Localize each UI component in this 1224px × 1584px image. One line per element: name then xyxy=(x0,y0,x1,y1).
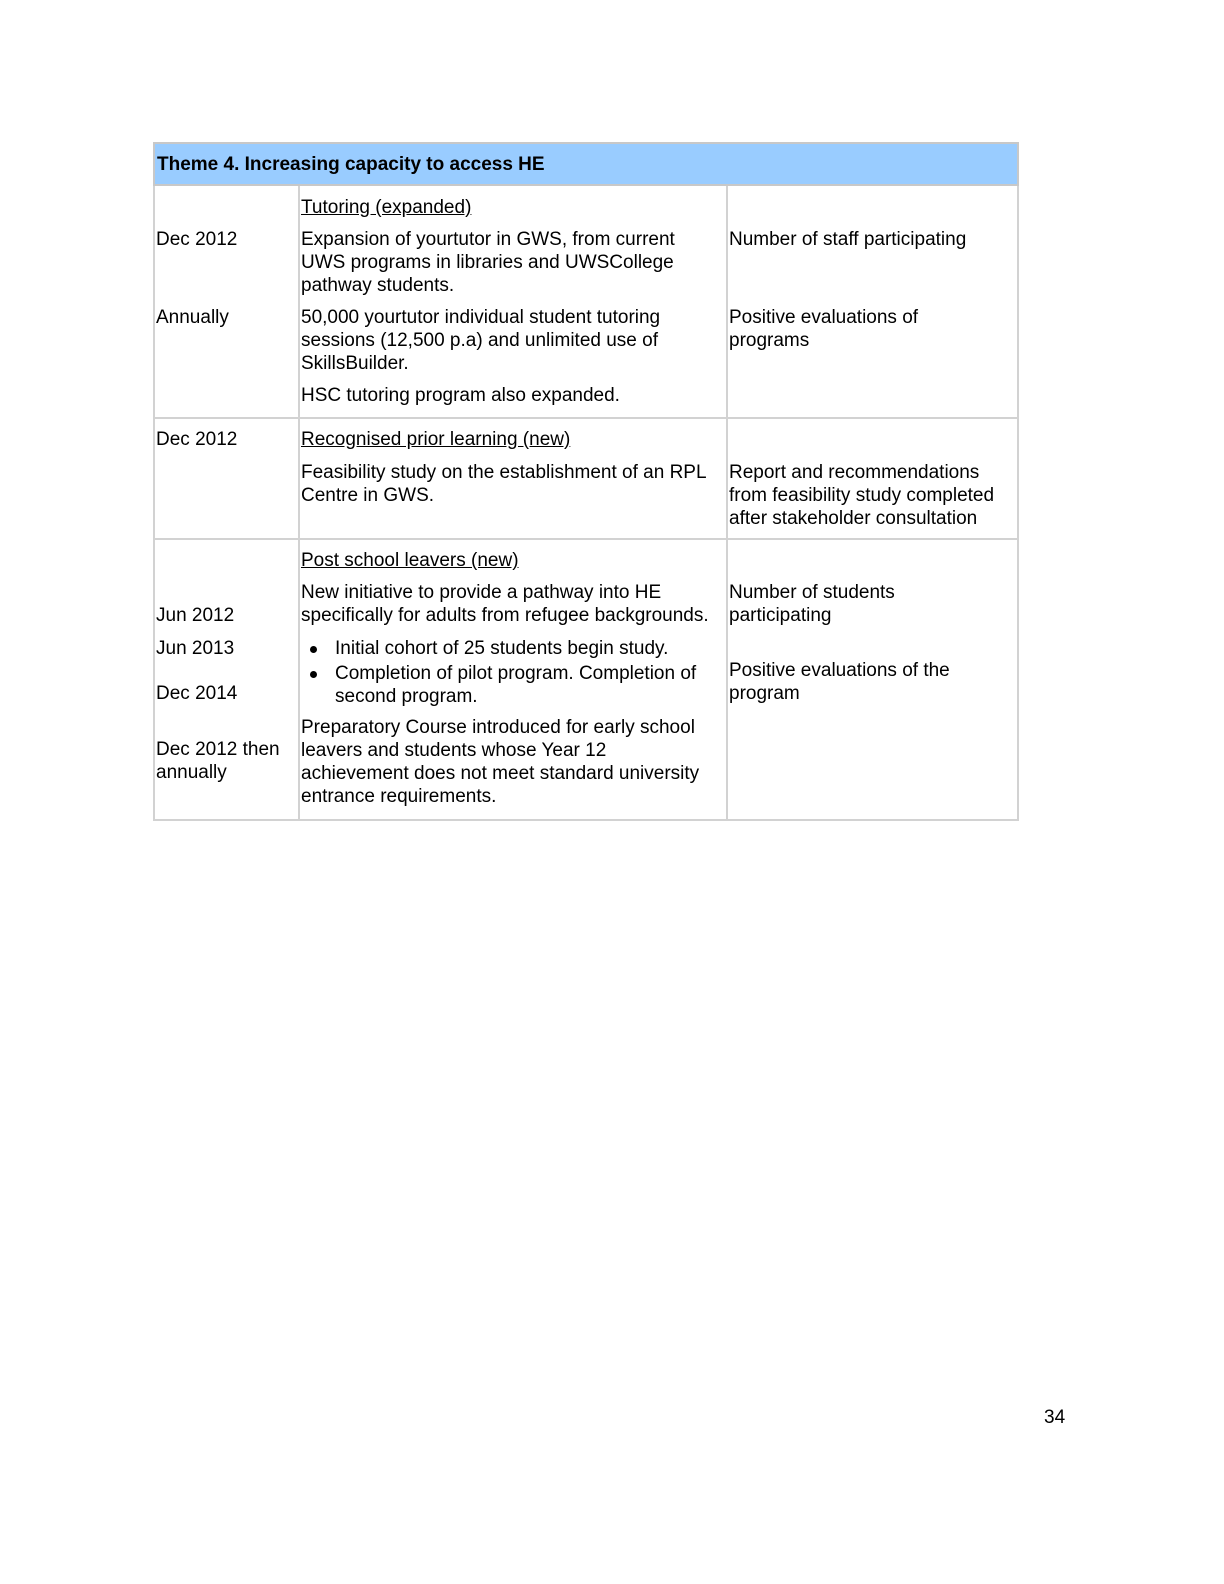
post-school-indicators xyxy=(727,539,1018,820)
tutoring-activities xyxy=(299,185,727,418)
date-label: Annually xyxy=(156,307,229,328)
activity-text: Expansion of yourtutor in GWS, from current UWS programs in libraries and UWSCollege pathway students. xyxy=(301,229,675,296)
rpl-indicator xyxy=(727,418,1018,539)
indicator-text: Positive evaluations of the program xyxy=(729,660,950,704)
post-school-row xyxy=(154,539,1018,820)
indicator-text: Report and recommendations from feasibility study completed after stakeholder consultation xyxy=(729,462,995,529)
bullet-item: Completion of pilot program. Completion of second program. xyxy=(300,662,696,708)
tutoring-indicators xyxy=(727,185,1018,418)
section-heading: Tutoring (expanded) xyxy=(301,197,472,218)
theme-title: Theme 4. Increasing capacity to access HE xyxy=(154,143,1018,185)
post-school-dates xyxy=(154,539,299,820)
rpl-date xyxy=(154,418,299,539)
theme-header-row xyxy=(154,143,1018,185)
date-label: Dec 2014 xyxy=(156,683,238,704)
activity-text: HSC tutoring program also expanded. xyxy=(301,385,620,406)
activity-text: New initiative to provide a pathway into HE specifically for adults from refugee backgrounds. xyxy=(301,582,709,626)
activity-text: 50,000 yourtutor individual student tutoring sessions (12,500 p.a) and unlimited use of SkillsBuilder. xyxy=(301,307,661,374)
activity-text: Preparatory Course introduced for early school leavers and students whose Year 12 achievement does not meet standard university entrance requirements. xyxy=(301,717,700,807)
activity-text: Feasibility study on the establishment of an RPL Centre in GWS. xyxy=(301,462,707,506)
date-label: Jun 2013 xyxy=(156,638,235,659)
bullet-list xyxy=(300,637,696,708)
section-heading: Recognised prior learning (new) xyxy=(301,429,571,450)
indicator-text: Positive evaluations of programs xyxy=(729,307,919,351)
theme-table xyxy=(153,142,1019,821)
indicator-text: Number of students participating xyxy=(729,582,895,626)
bullet-item: Initial cohort of 25 students begin study. xyxy=(300,637,696,660)
rpl-row xyxy=(154,418,1018,539)
post-school-activities xyxy=(299,539,727,820)
indicator-text: Number of staff participating xyxy=(729,229,967,250)
rpl-activity xyxy=(299,418,727,539)
date-label: Dec 2012 then annually xyxy=(156,739,280,783)
date-label: Jun 2012 xyxy=(156,605,235,626)
page-number: 34 xyxy=(1044,1407,1066,1428)
tutoring-dates xyxy=(154,185,299,418)
date-label: Dec 2012 xyxy=(156,429,238,450)
date-label: Dec 2012 xyxy=(156,229,238,250)
tutoring-row xyxy=(154,185,1018,418)
section-heading: Post school leavers (new) xyxy=(301,550,519,571)
